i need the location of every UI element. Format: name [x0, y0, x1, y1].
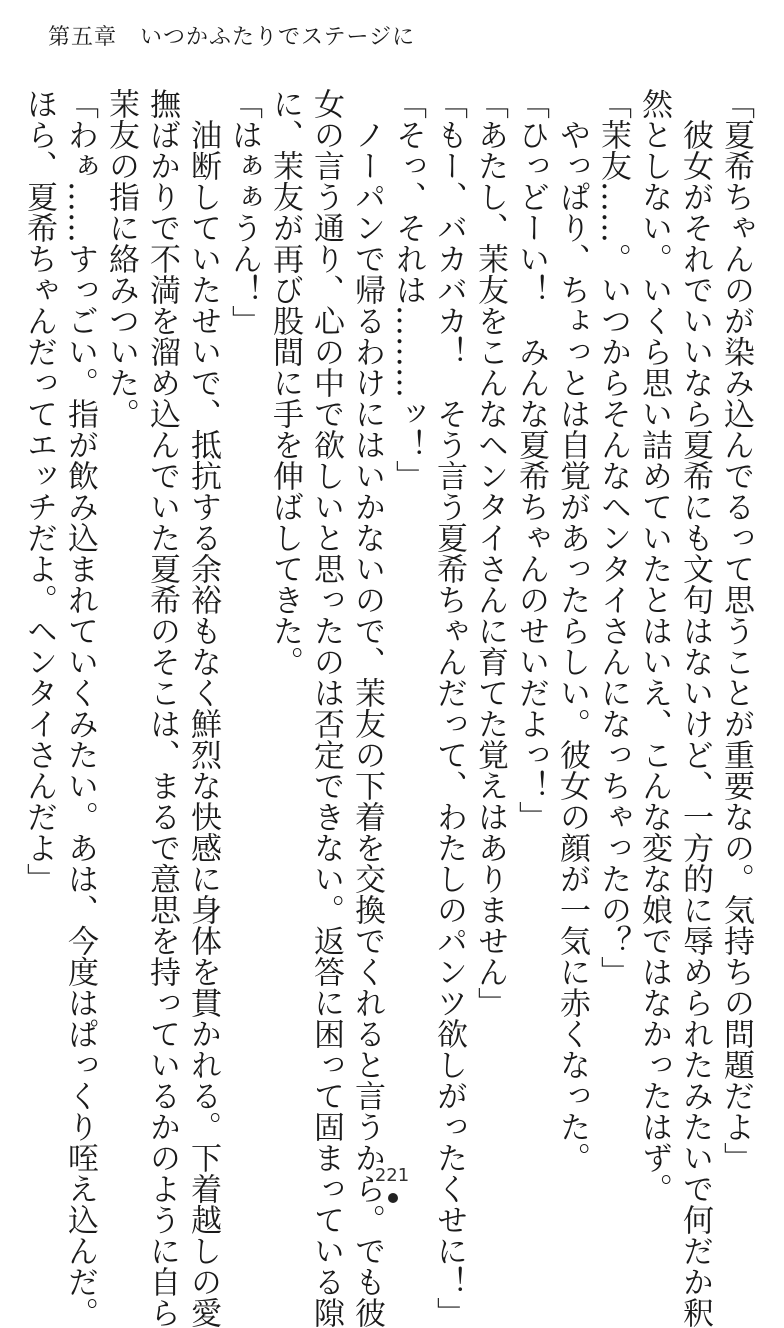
- chapter-running-head: 第五章 いつかふたりでステージに: [48, 25, 416, 50]
- text-line: 「はぁぁうん！」: [226, 88, 262, 336]
- text-line: 「もー、バカバカ！ そう言う夏希ちゃんだって、わたしのパンツ欲しがったくせに！」: [431, 88, 467, 1328]
- text-line: 油断していたせいで、抵抗する余裕もなく鮮烈な快感に身体を貫かれる。下着越しの愛: [185, 88, 221, 1328]
- text-line: 「ひっどーい！ みんな夏希ちゃんのせいだよっ！」: [513, 88, 549, 832]
- text-line: やっぱり、ちょっとは自覚があったらしい。彼女の顔が一気に赤くなった。: [554, 88, 590, 1173]
- text-line: 「茉友……。いつからそんなヘンタイさんになっちゃったの？」: [595, 88, 631, 987]
- text-line: 茉友の指に絡みついた。: [103, 88, 139, 429]
- text-line: ノーパンで帰るわけにはいかないので、茉友の下着を交換でくれると言うから。でも彼: [349, 88, 385, 1328]
- text-line: 「夏希ちゃんのが染み込んでるって思うことが重要なの。気持ちの問題だよ」: [718, 88, 754, 1173]
- text-line: 「あたし、茉友をこんなヘンタイさんに育てた覚えはありません」: [472, 88, 508, 1018]
- text-line: 然としない。いくら思い詰めていたとはいえ、こんな変な娘ではなかったはず。: [636, 88, 672, 1204]
- page-number: 221: [374, 1165, 410, 1186]
- text-line: に、茉友が再び股間に手を伸ばしてきた。: [267, 88, 303, 677]
- text-line: 撫ばかりで不満を溜め込んでいた夏希のそこは、まるで意思を持っているかのように自ら: [144, 88, 180, 1328]
- text-line: 女の言う通り、心の中で欲しいと思ったのは否定できない。返答に困って固まっている隙: [308, 88, 344, 1328]
- text-line: 「わぁ……すっごい。指が飲み込まれていくみたい。あは、今度はぱっくり咥え込んだ。: [62, 88, 98, 1328]
- text-line: 「そっ、それは………ッ！」: [390, 88, 426, 491]
- text-line: ほら、夏希ちゃんだってエッチだよ。ヘンタイさんだよ」: [21, 88, 57, 894]
- text-line: 彼女がそれでいいなら夏希にも文句はないけど、一方的に辱められたみたいで何だか釈: [677, 88, 713, 1328]
- dot-ornament: [388, 1193, 398, 1203]
